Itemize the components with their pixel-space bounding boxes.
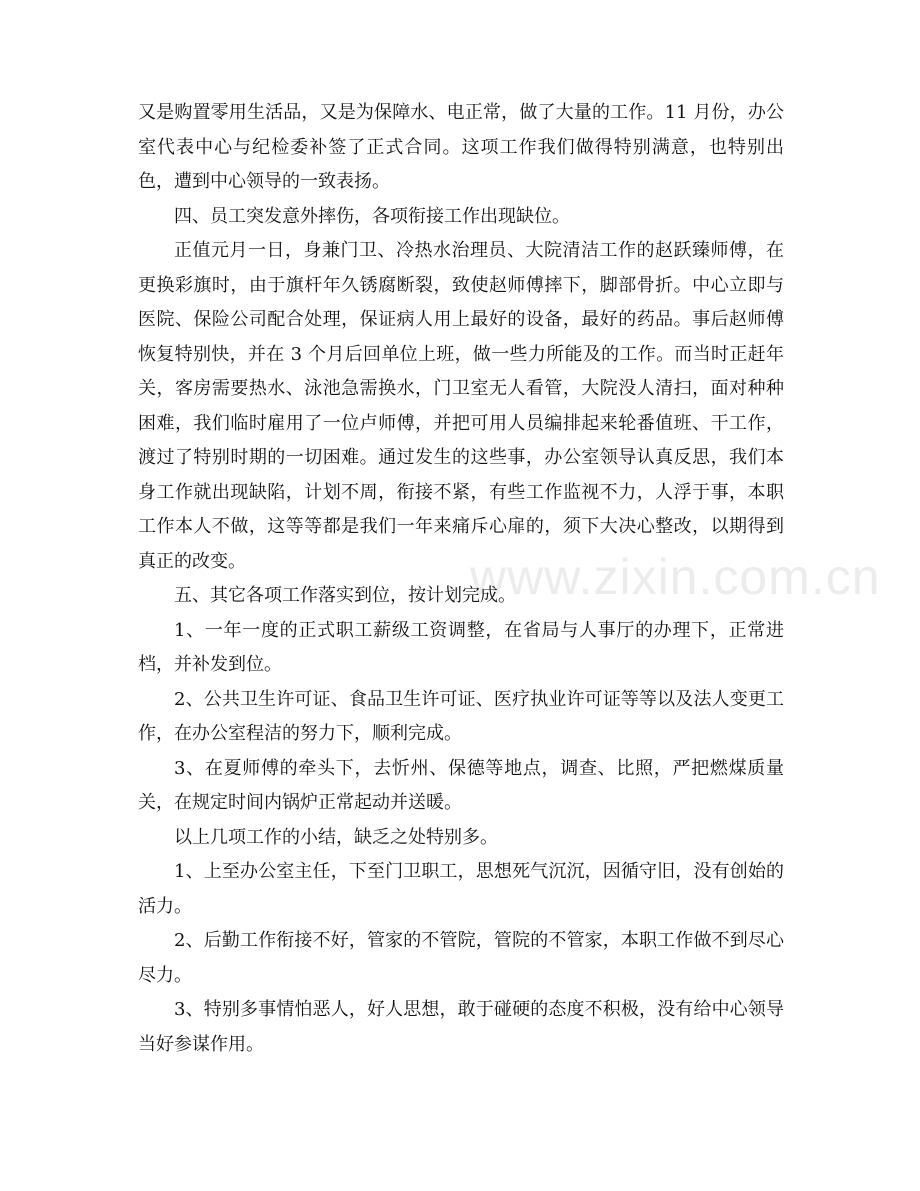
shortcoming-item-3: 3、特别多事情怕恶人，好人思想，敢于碰硬的态度不积极，没有给中心领导当好参谋作用。 [138, 999, 784, 1055]
summary-heading: 以上几项工作的小结，缺乏之处特别多。 [174, 826, 498, 848]
list-item-salary: 1、一年一度的正式职工薪级工资调整，在省局与人事厅的办理下，正常进档，并补发到位。 [138, 619, 784, 675]
shortcoming-item-1: 1、上至办公室主任，下至门卫职工，思想死气沉沉，因循守旧，没有创始的活力。 [138, 861, 784, 917]
paragraph-continuation: 又是购置零用生活品，又是为保障水、电正常，做了大量的工作。11 月份，办公室代表中心与纪检委补签了正式合同。这项工作我们做得特别满意，也特别出色，遭到中心领导的一致表扬。 [138, 102, 784, 192]
document-body [138, 96, 784, 1062]
section-heading-5: 五、其它各项工作落实到位，按计划完成。 [174, 585, 516, 606]
list-item-licenses: 2、公共卫生许可证、食品卫生许可证、医疗执业许可证等等以及法人变更工作，在办公室程洁的努力下，顺利完成。 [138, 688, 784, 744]
list-item-heating: 3、在夏师傅的牵头下，去忻州、保德等地点，调查、比照，严把燃煤质量关，在规定时间内锅炉正常起动并送暖。 [138, 757, 784, 813]
shortcoming-item-2: 2、后勤工作衔接不好，管家的不管院，管院的不管家，本职工作做不到尽心尽力。 [138, 930, 784, 986]
paragraph-accident: 正值元月一日，身兼门卫、冷热水治理员、大院清洁工作的赵跃臻师傅，在更换彩旗时，由于旗杆年久锈腐断裂，致使赵师傅摔下，脚部骨折。中心立即与医院、保险公司配合处理，保证病人用上最好的设备，最好的药品。事后赵师傅恢复特别快，并在 3 个月后回单位上班，做一些力所能及的工作。而当时正赶年关，客房需要热水、泳池急需换水，门卫室无人看管，大院没人清扫，面对种种困难，我们临时雇用了一位卢师傅，并把可用人员编排起来轮番值班、干工作，渡过了特别时期的一切困难。通过发生的这些事，办公室领导认真反思，我们本身工作就出现缺陷，计划不周，衔接不紧，有些工作监视不力，人浮于事，本职工作本人不做，这等等都是我们一年来痛斥心扉的，须下大决心整改，以期得到真正的改变。 [138, 240, 784, 572]
watermark: www.zixin.com.cn [470, 549, 881, 605]
section-heading-4: 四、员工突发意外摔伤，各项衔接工作出现缺位。 [174, 205, 570, 227]
